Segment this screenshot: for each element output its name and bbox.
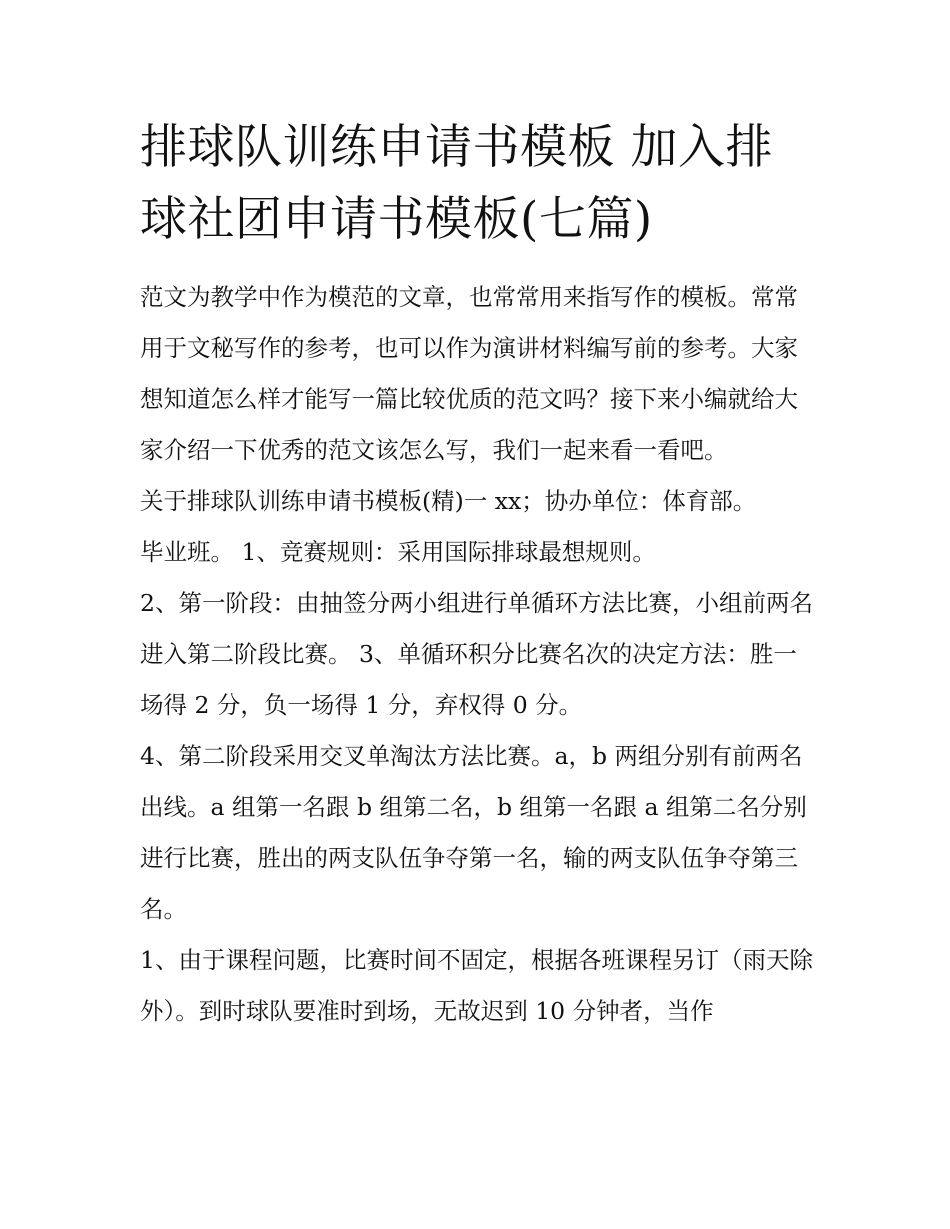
paragraph-stage-one: 2、第一阶段：由抽签分两小组进行单循环方法比赛，小组前两名进入第二阶段比赛。 3、单循环积分比赛名次的决定方法：胜一场得 2 分，负一场得 1 分，弃权得 0 分。 <box>140 589 813 719</box>
document-body <box>140 272 815 1037</box>
paragraph-schedule: 1、由于课程问题，比赛时间不固定，根据各班课程另订（雨天除外）。到时球队要准时到场，无故迟到 10 分钟者，当作 <box>140 946 813 1025</box>
paragraph-rules: 毕业班。 1、竞赛规则：采用国际排球最想规则。 <box>140 538 656 566</box>
paragraph-intro: 范文为教学中作为模范的文章，也常常用来指写作的模板。常常用于文秘写作的参考，也可以作为演讲材料编写前的参考。大家想知道怎么样才能写一篇比较优质的范文吗？接下来小编就给大家介绍一下优秀的范文该怎么写，我们一起来看一看吧。 <box>140 283 798 464</box>
paragraph-organizer: 关于排球队训练申请书模板(精)一 xx；协办单位：体育部。 <box>140 487 757 515</box>
document-title: 排球队训练申请书模板 加入排球社团申请书模板(七篇) <box>140 120 773 247</box>
document-page <box>140 112 815 1037</box>
paragraph-stage-two: 4、第二阶段采用交叉单淘汰方法比赛。a，b 两组分别有前两名出线。a 组第一名跟 b 组第二名，b 组第一名跟 a 组第二名分别进行比赛，胜出的两支队伍争夺第一名，输的两支队伍争夺第三名。 <box>140 742 807 923</box>
